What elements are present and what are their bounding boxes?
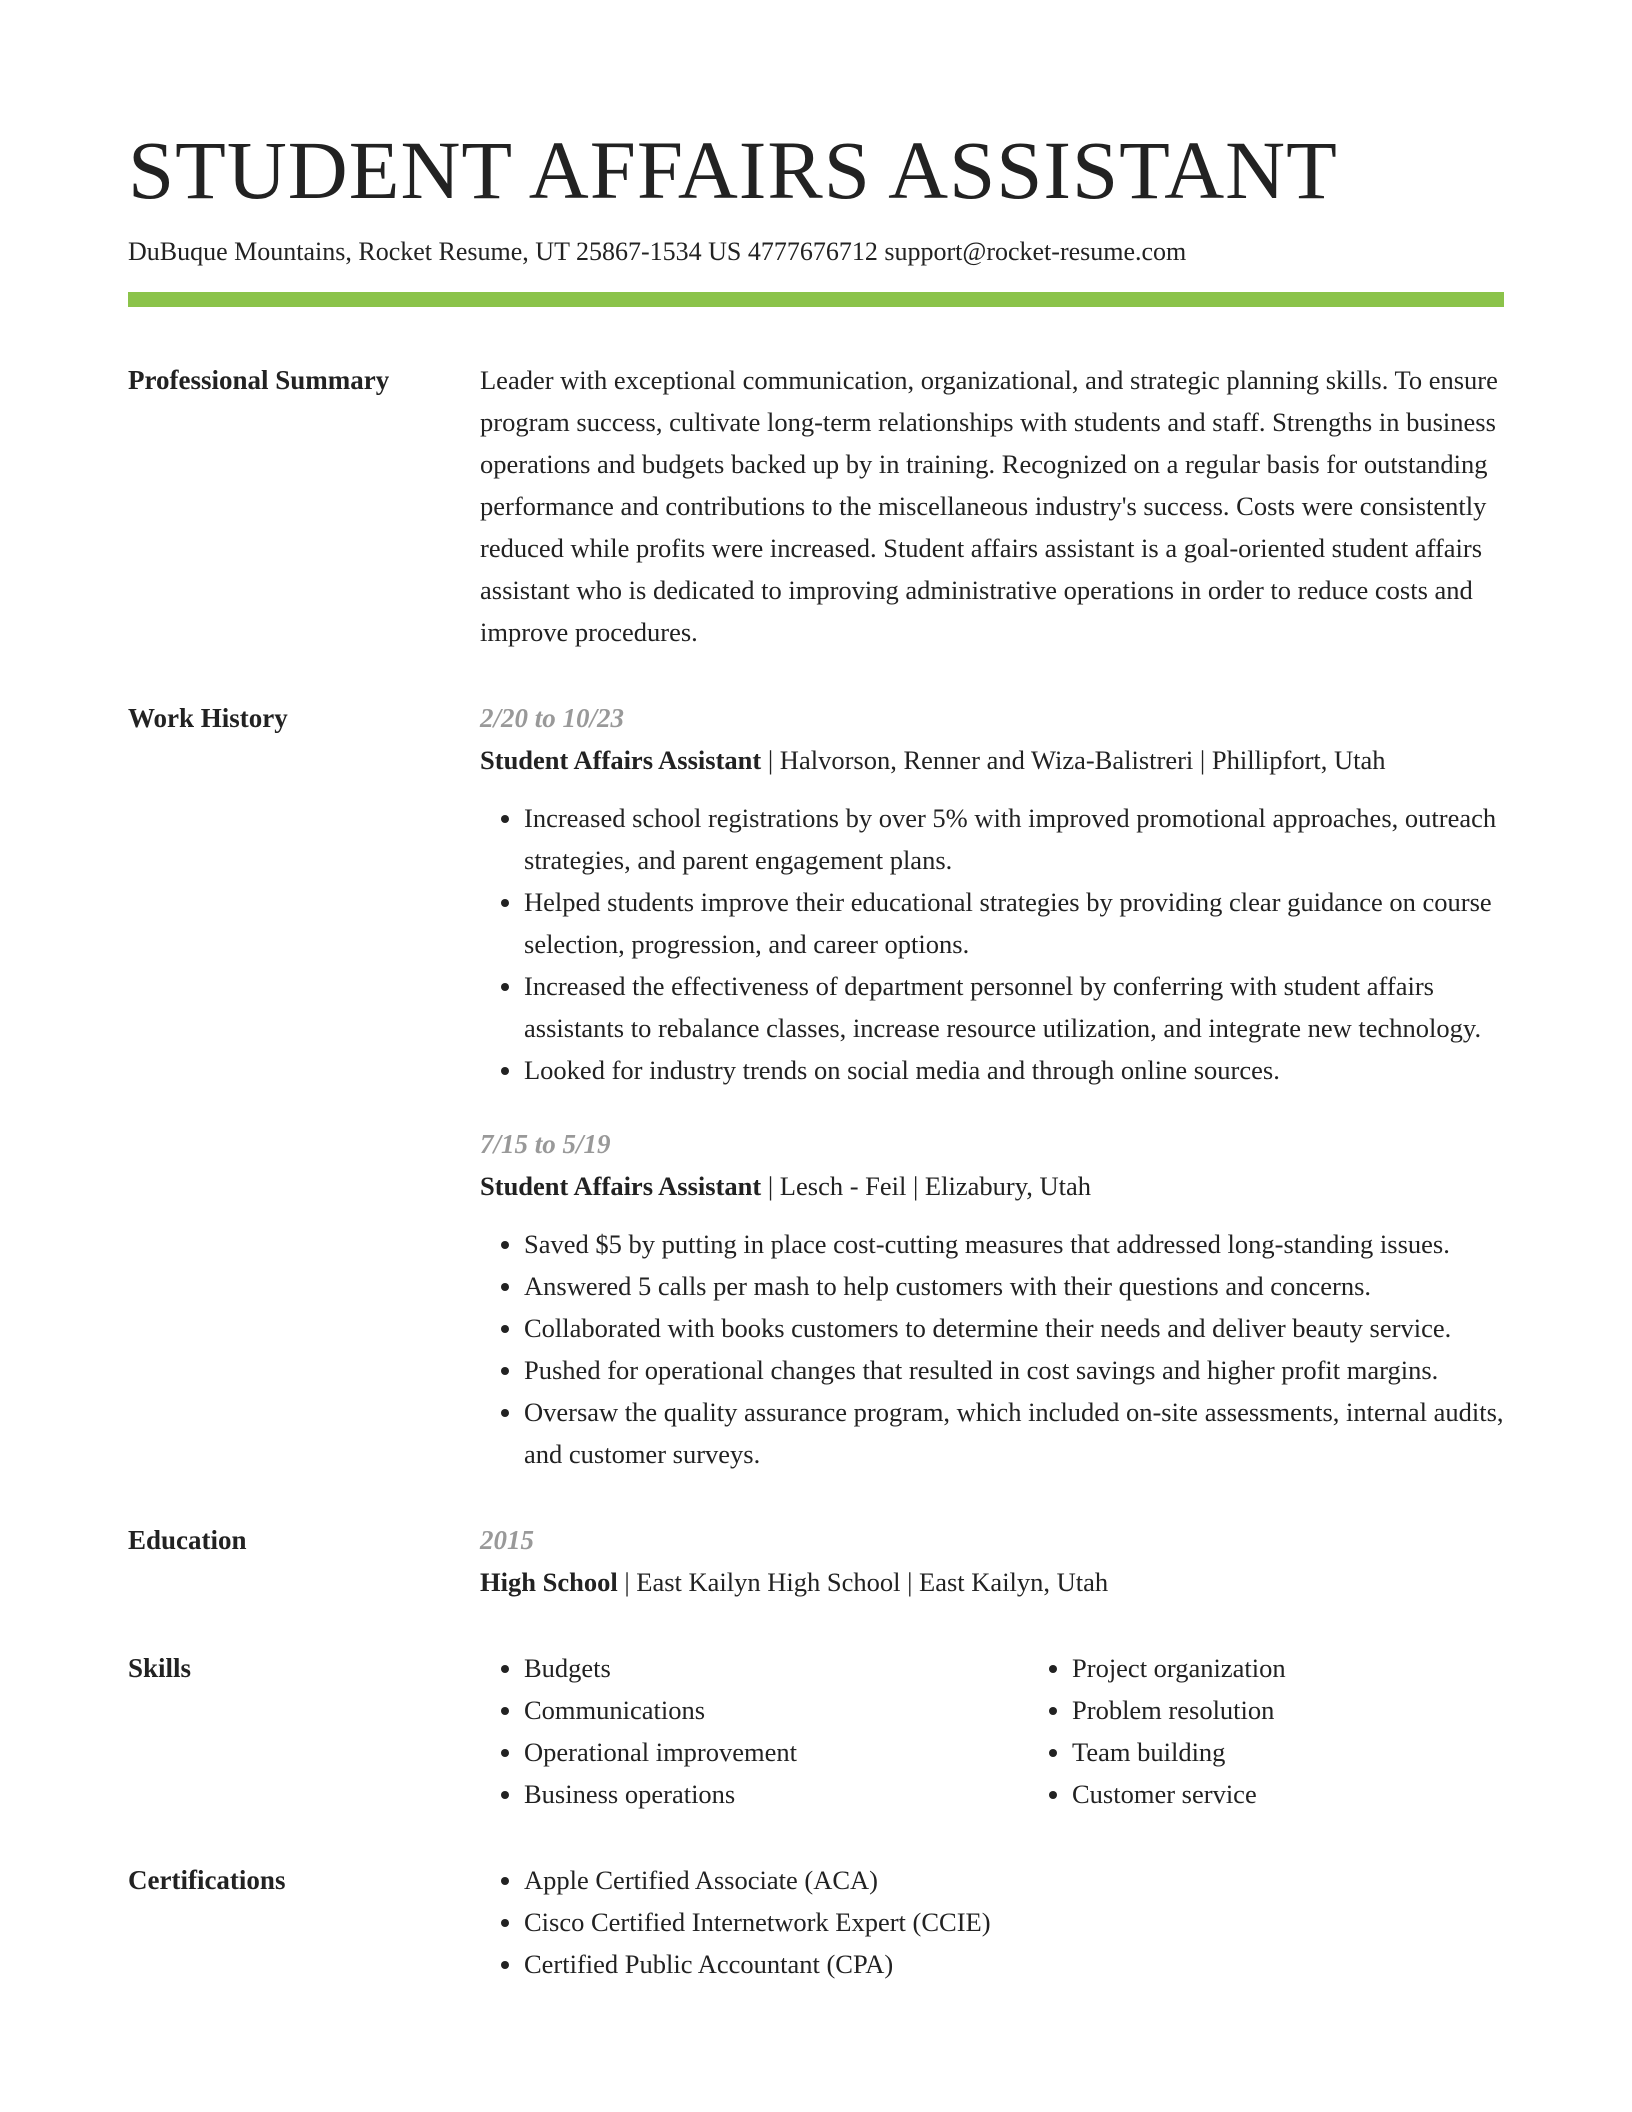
skills-section — [128, 1647, 1504, 1815]
job-bullet: • Increased the effectiveness of department personnel by conferring with student affairs assistants to rebalance classes, increase resource utilization, and integrate new technology. — [524, 965, 1504, 1049]
summary-section — [128, 359, 1504, 653]
job-bullet: • Collaborated with books customers to determine their needs and deliver beauty service. — [524, 1307, 1504, 1349]
skill-item: • Budgets — [524, 1647, 1028, 1689]
job-bullet: • Answered 5 calls per mash to help customers with their questions and concerns. — [524, 1265, 1504, 1307]
job-bullets — [480, 1223, 1504, 1475]
education-heading: Education — [128, 1525, 247, 1555]
skills-list-left — [480, 1647, 1028, 1815]
certification-item: • Apple Certified Associate (ACA) — [524, 1859, 1504, 1901]
job-role-line — [480, 739, 1504, 781]
education-year: 2015 — [480, 1525, 534, 1555]
job-bullet: • Pushed for operational changes that resulted in cost savings and higher profit margins. — [524, 1349, 1504, 1391]
job-bullet: • Saved $5 by putting in place cost-cutting measures that addressed long-standing issues. — [524, 1223, 1504, 1265]
skills-list-right — [1028, 1647, 1576, 1815]
job-entry — [480, 697, 1504, 1091]
work-history-section — [128, 697, 1504, 1475]
job-bullet: • Oversaw the quality assurance program, which included on-site assessments, internal audits, and customer surveys. — [524, 1391, 1504, 1475]
skill-item: • Problem resolution — [1072, 1689, 1576, 1731]
job-title: Student Affairs Assistant — [480, 1171, 762, 1201]
job-bullet: • Looked for industry trends on social media and through online sources. — [524, 1049, 1504, 1091]
job-bullet: • Increased school registrations by over 5% with improved promotional approaches, outreach strategies, and parent engagement plans. — [524, 797, 1504, 881]
job-dates: 7/15 to 5/19 — [480, 1129, 611, 1159]
skills-heading: Skills — [128, 1653, 192, 1683]
job-dates: 2/20 to 10/23 — [480, 703, 625, 733]
job-bullets — [480, 797, 1504, 1091]
skill-item: • Project organization — [1072, 1647, 1576, 1689]
job-employer-location: | Halvorson, Renner and Wiza-Balistreri | Phillipfort, Utah — [761, 745, 1386, 775]
skills-grid — [480, 1647, 1576, 1815]
job-title: Student Affairs Assistant — [480, 745, 762, 775]
work-history-heading: Work History — [128, 703, 288, 733]
skill-item: • Operational improvement — [524, 1731, 1028, 1773]
job-bullet: • Helped students improve their educational strategies by providing clear guidance on course selection, progression, and career options. — [524, 881, 1504, 965]
education-section — [128, 1519, 1504, 1603]
education-school-location: | East Kailyn High School | East Kailyn, Utah — [617, 1567, 1109, 1597]
summary-heading: Professional Summary — [128, 365, 390, 395]
job-role-line — [480, 1165, 1504, 1207]
accent-divider — [128, 292, 1504, 307]
certifications-list — [480, 1859, 1504, 1985]
contact-info: DuBuque Mountains, Rocket Resume, UT 25867-1534 US 4777676712 support@rocket-resume.com — [128, 237, 1187, 266]
certifications-heading: Certifications — [128, 1865, 286, 1895]
skill-item: • Customer service — [1072, 1773, 1576, 1815]
job-entry — [480, 1123, 1504, 1475]
resume-title: STUDENT AFFAIRS ASSISTANT — [128, 124, 1338, 216]
education-line — [480, 1561, 1504, 1603]
skill-item: • Communications — [524, 1689, 1028, 1731]
certification-item: • Certified Public Accountant (CPA) — [524, 1943, 1504, 1985]
resume-page — [128, 120, 1504, 1985]
certification-item: • Cisco Certified Internetwork Expert (CCIE) — [524, 1901, 1504, 1943]
summary-text: Leader with exceptional communication, organizational, and strategic planning skills. To ensure program success, cultivate long-term relationships with students and staff. Strengths in business operations and budgets backed up by in training. Recognized on a regular basis for outstanding performance and contributions to the miscellaneous industry's success. Costs were consistently reduced while profits were increased. Student affairs assistant is a goal-oriented student affairs assistant who is dedicated to improving administrative operations in order to reduce costs and improve procedures. — [480, 365, 1498, 647]
skill-item: • Business operations — [524, 1773, 1028, 1815]
certifications-section — [128, 1859, 1504, 1985]
job-employer-location: | Lesch - Feil | Elizabury, Utah — [761, 1171, 1091, 1201]
skill-item: • Team building — [1072, 1731, 1576, 1773]
education-degree: High School — [480, 1567, 618, 1597]
